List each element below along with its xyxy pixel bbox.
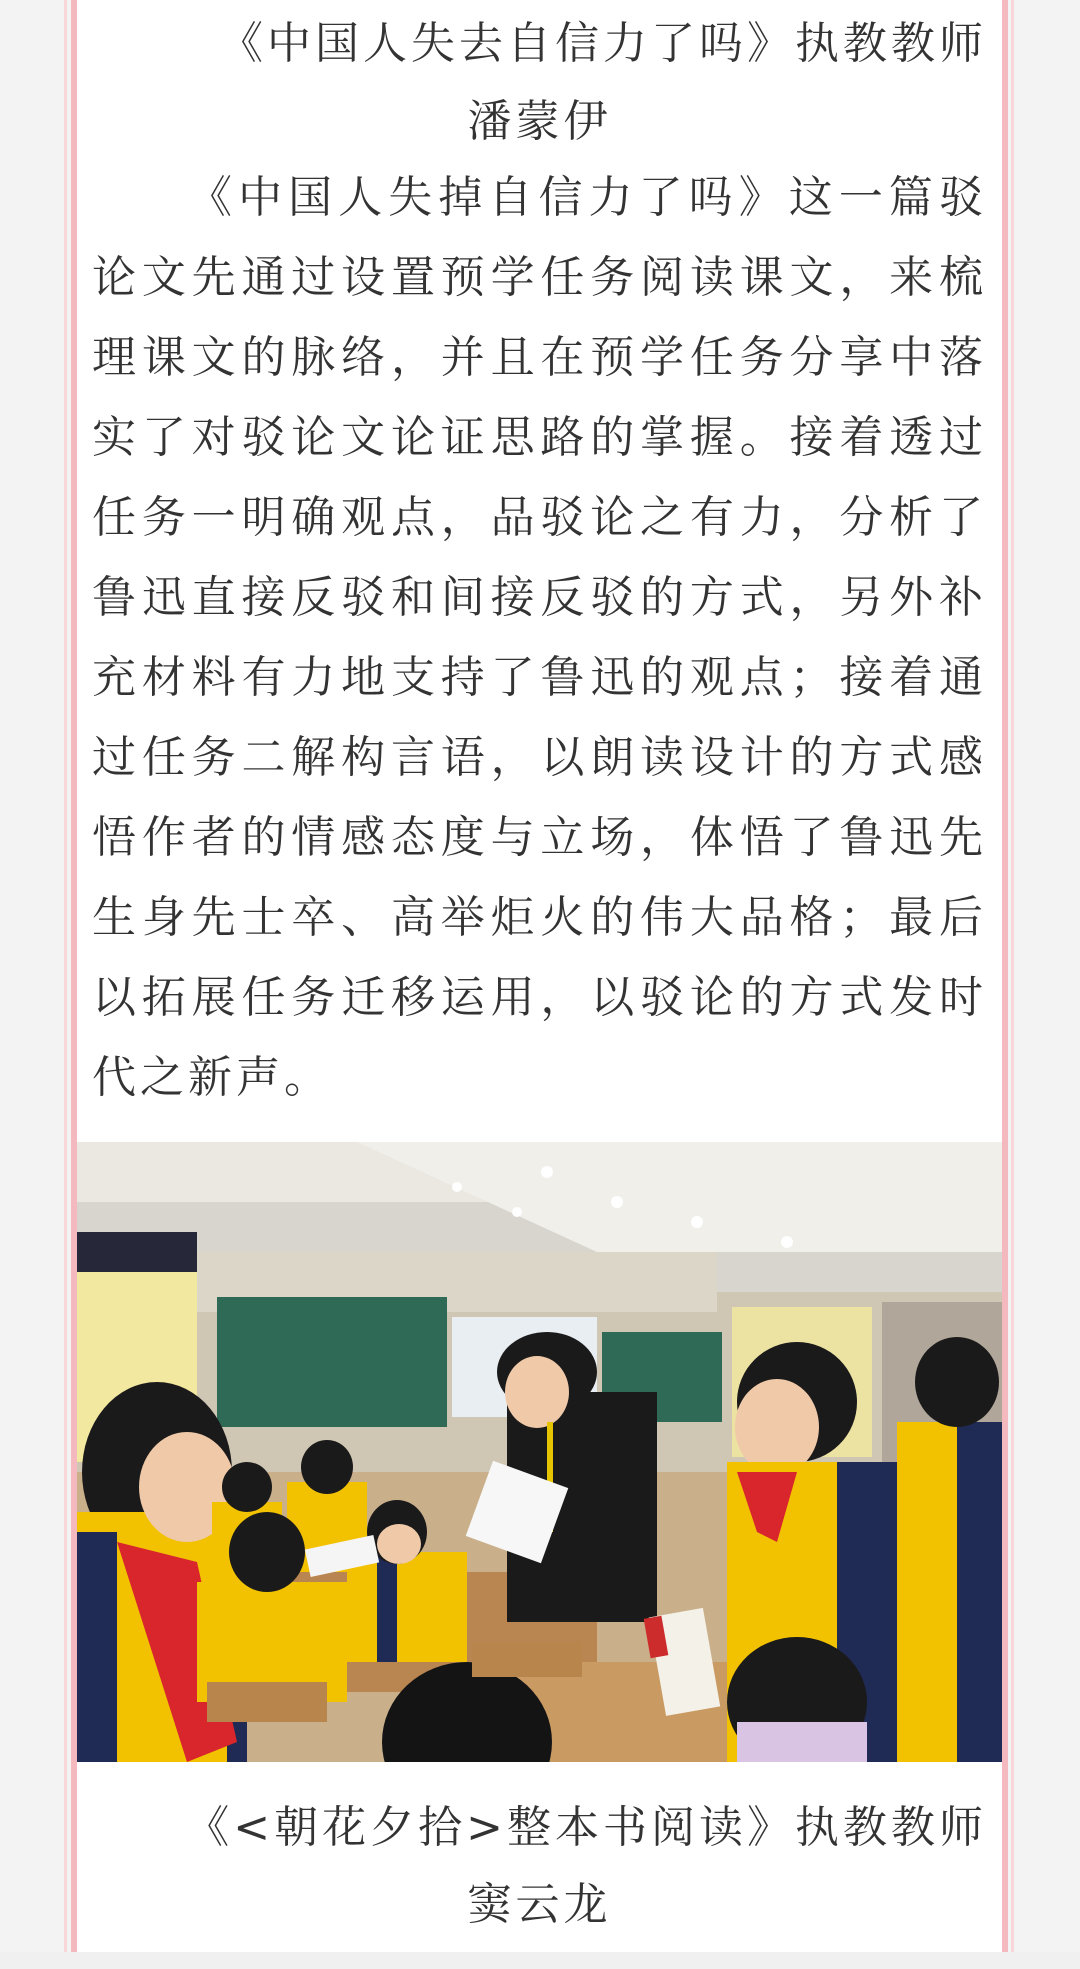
section1-teacher-name: 潘蒙伊	[467, 96, 612, 147]
section1-title: 《中国人失去自信力了吗》执教教师	[219, 18, 987, 69]
bottom-strip	[0, 1952, 1080, 1969]
section2-title: 《<朝花夕拾>整本书阅读》执教教师	[185, 1802, 987, 1853]
classroom-photo[interactable]	[77, 1142, 1002, 1762]
right-frame-line-outer	[1011, 0, 1014, 1969]
section2-teacher-name: 窦云龙	[467, 1879, 612, 1930]
left-frame-line-outer	[64, 0, 67, 1969]
right-frame-line-inner	[1002, 0, 1008, 1969]
article-body	[77, 0, 1002, 1969]
section1-paragraph: 《中国人失掉自信力了吗》这一篇驳论文先通过设置预学任务阅读课文，来梳理课文的脉络，并且在预学任务分享中落实了对驳论文论证思路的掌握。接着透过任务一明确观点，品驳论之有力，分析了鲁迅直接反驳和间接反驳的方式，另外补充材料有力地支持了鲁迅的观点；接着通过任务二解构言语，以朗读设计的方式感悟作者的情感态度与立场，体悟了鲁迅先生身先士卒、高举炬火的伟大品格；最后以拓展任务迁移运用，以驳论的方式发时代之新声。	[92, 172, 987, 1103]
